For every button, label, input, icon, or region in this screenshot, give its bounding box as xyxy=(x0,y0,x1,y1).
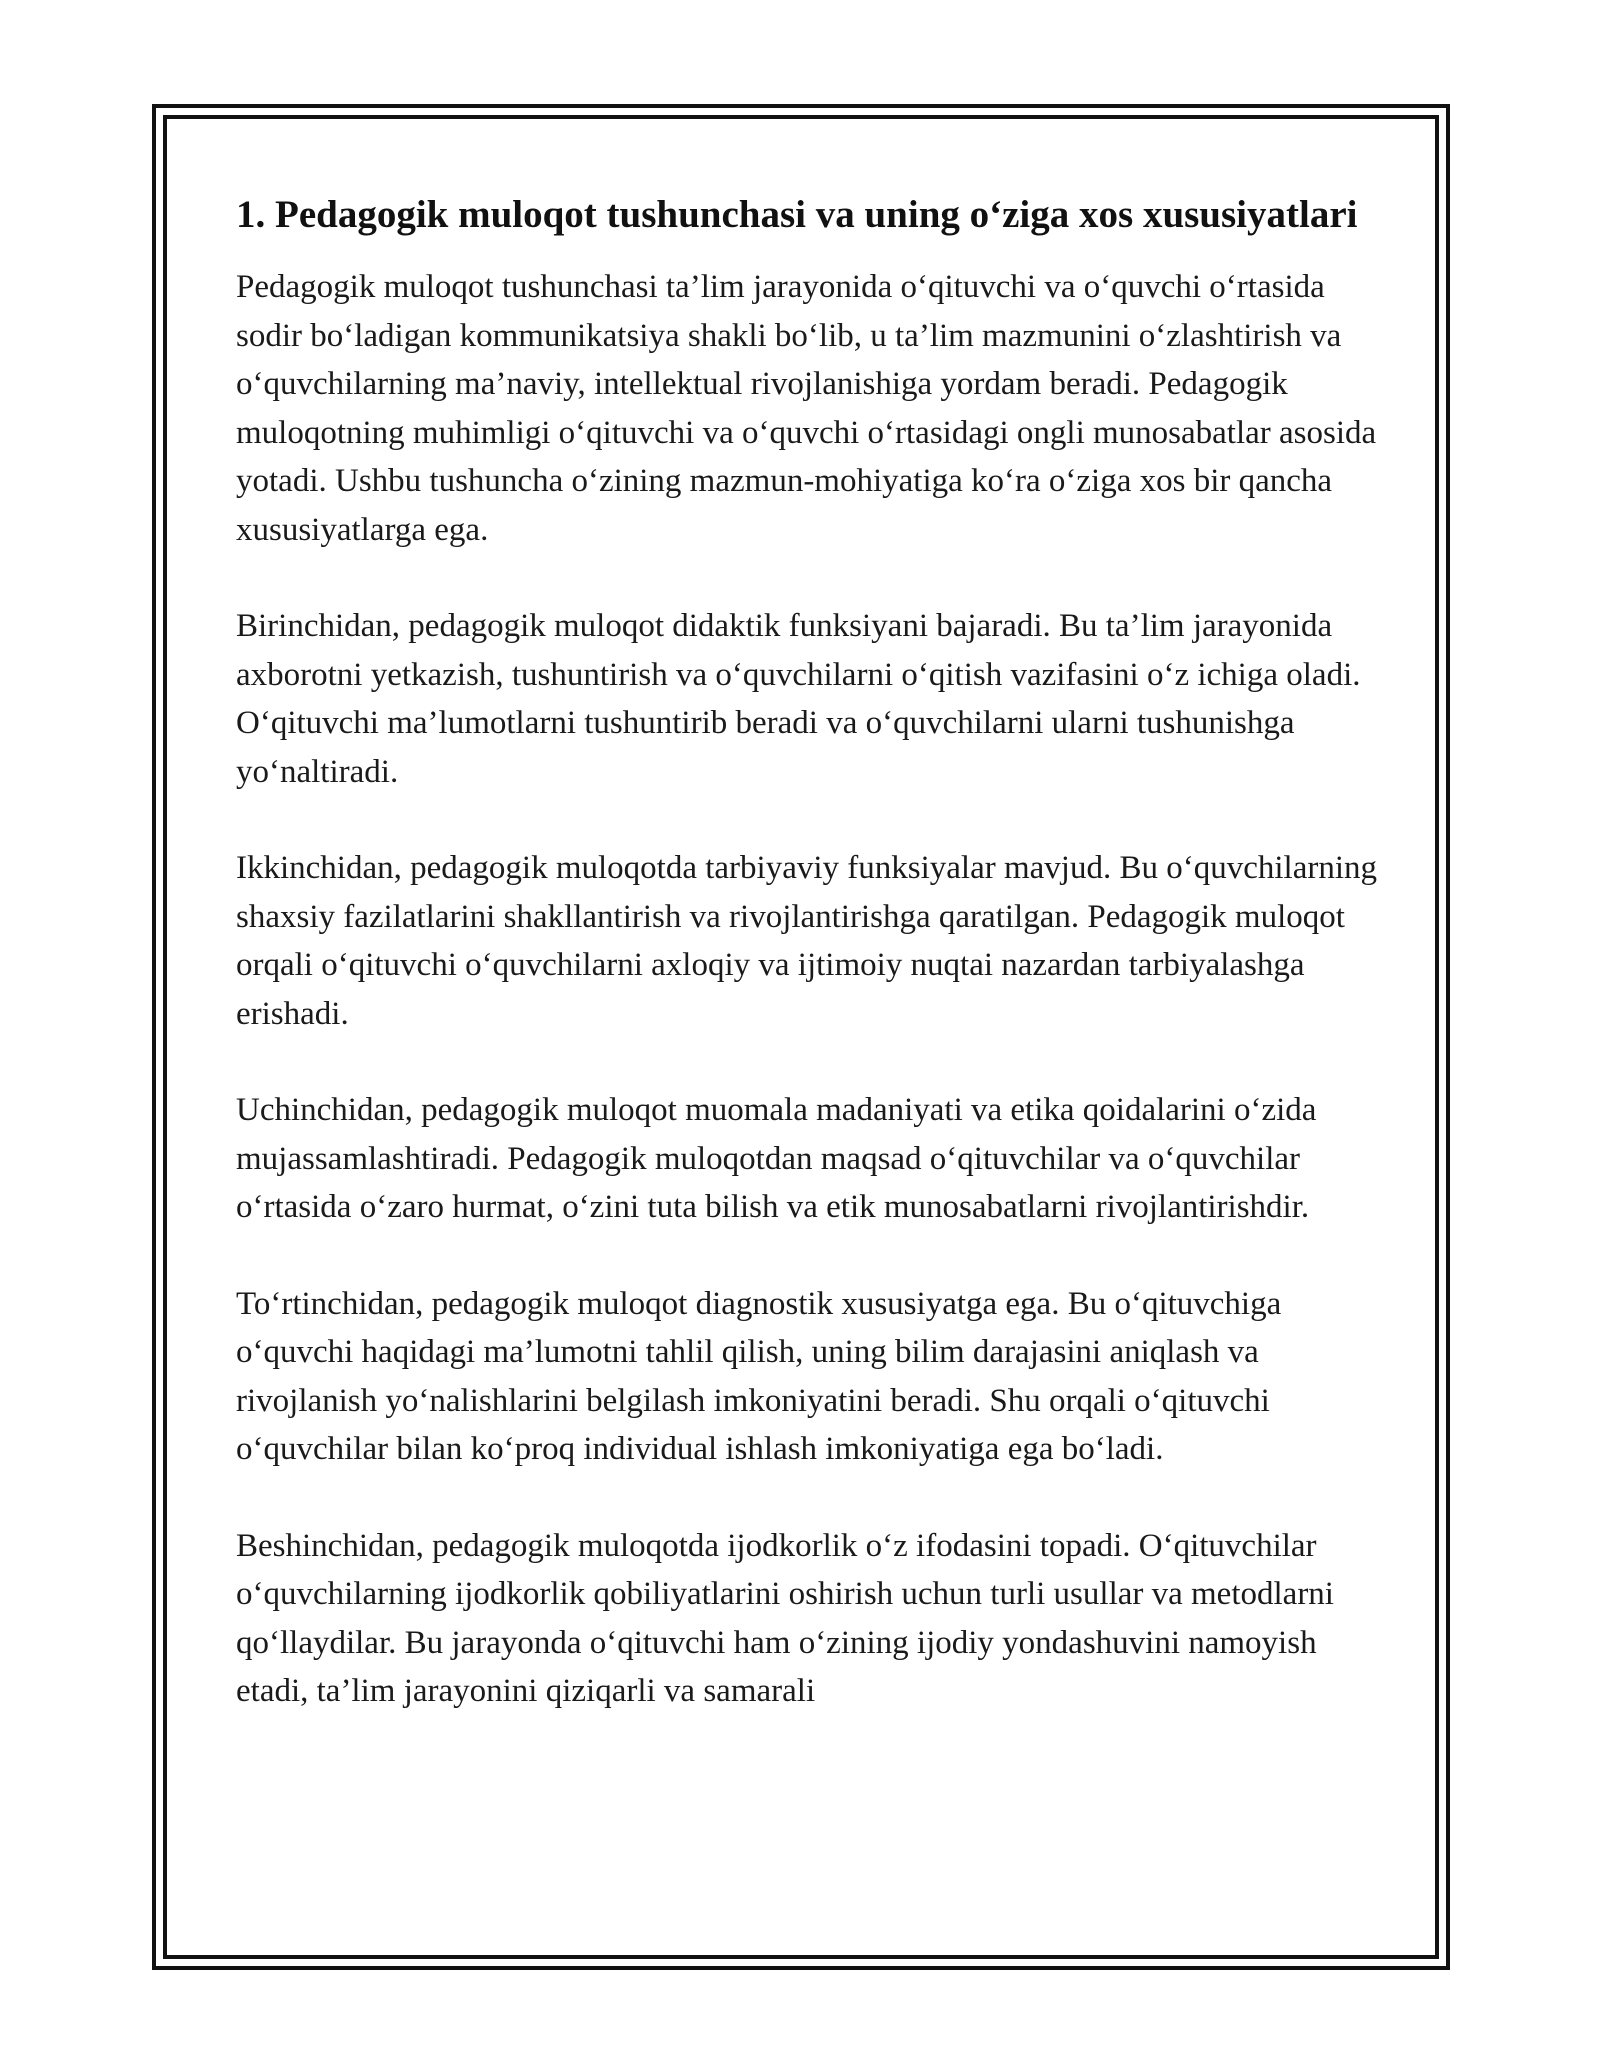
paragraph-fifth: Beshinchidan, pedagogik muloqotda ijodkorlik o‘z ifodasini topadi. O‘qituvchilar o‘quvchilarning ijodkorlik qobiliyatlarini oshirish uchun turli usullar va metodlarni qo‘llaydilar. Bu jarayonda o‘qituvchi ham o‘zining ijodiy yondashuvini namoyish etadi, ta’lim jarayonini qiziqarli va samarali xyxy=(236,1527,1334,1709)
paragraph-third: Uchinchidan, pedagogik muloqot muomala madaniyati va etika qoidalarini o‘zida mujassamlashtiradi. Pedagogik muloqotdan maqsad o‘qituvchilar va o‘quvchilar o‘rtasida o‘zaro hurmat, o‘zini tuta bilish va etik munosabatlarni rivojlantirishdir. xyxy=(236,1092,1317,1225)
paragraph-second: Ikkinchidan, pedagogik muloqotda tarbiyaviy funksiyalar mavjud. Bu o‘quvchilarning shaxsiy fazilatlarini shakllantirish va rivojlantirishga qaratilgan. Pedagogik muloqot orqali o‘qituvchi o‘quvchilarni axloqiy va ijtimoiy nuqtai nazardan tarbiyalashga erishadi. xyxy=(236,850,1377,1032)
paragraph-intro: Pedagogik muloqot tushunchasi ta’lim jarayonida o‘qituvchi va o‘quvchi o‘rtasida sodir bo‘ladigan kommunikatsiya shakli bo‘lib, u ta’lim mazmunini o‘zlashtirish va o‘quvchilarning ma’naviy, intellektual rivojlanishiga yordam beradi. Pedagogik muloqotning muhimligi o‘qituvchi va o‘quvchi o‘rtasidagi ongli munosabatlar asosida yotadi. Ushbu tushuncha o‘zining mazmun-mohiyatiga ko‘ra o‘ziga xos bir qancha xususiyatlarga ega. xyxy=(236,269,1377,548)
section-heading: 1. Pedagogik muloqot tushunchasi va uning o‘ziga xos xususiyatlari xyxy=(236,193,1358,236)
paragraph-first: Birinchidan, pedagogik muloqot didaktik funksiyani bajaradi. Bu ta’lim jarayonida axborotni yetkazish, tushuntirish va o‘quvchilarni o‘qitish vazifasini o‘z ichiga oladi. O‘qituvchi ma’lumotlarni tushuntirib beradi va o‘quvchilarni ularni tushunishga yo‘naltiradi. xyxy=(236,608,1361,790)
paragraph-fourth: To‘rtinchidan, pedagogik muloqot diagnostik xususiyatga ega. Bu o‘qituvchiga o‘quvchi haqidagi ma’lumotni tahlil qilish, uning bilim darajasini aniqlash va rivojlanish yo‘nalishlarini belgilash imkoniyatini beradi. Shu orqali o‘qituvchi o‘quvchilar bilan ko‘proq individual ishlash imkoniyatiga ega bo‘ladi. xyxy=(236,1285,1282,1467)
document-body xyxy=(236,187,1386,1716)
